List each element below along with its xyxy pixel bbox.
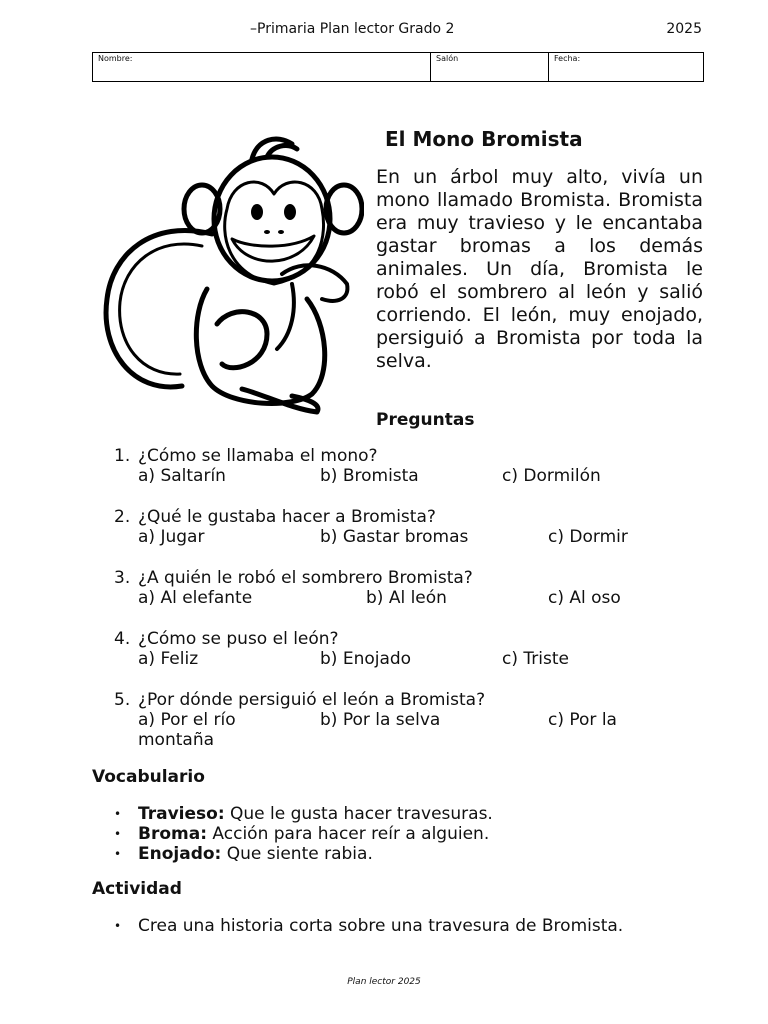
question-text: ¿Cómo se llamaba el mono? — [138, 446, 378, 466]
question-text: ¿Por dónde persiguió el león a Bromista? — [138, 690, 486, 710]
question-item — [114, 507, 674, 547]
option-b[interactable]: b) Por la selva — [320, 710, 441, 730]
monkey-illustration — [92, 124, 364, 420]
question-number: 2. — [114, 507, 131, 527]
option-b[interactable]: b) Enojado — [320, 649, 412, 669]
option-a[interactable]: a) Jugar — [138, 527, 205, 547]
student-info-table — [92, 52, 704, 82]
vocabulary-item — [114, 844, 674, 864]
option-b[interactable]: b) Al león — [366, 588, 447, 608]
option-c[interactable]: c) Por la — [548, 710, 617, 730]
header-year: 2025 — [666, 21, 702, 37]
vocabulary-item — [114, 804, 674, 824]
vocabulary-term: Travieso: — [138, 804, 225, 824]
question-number: 1. — [114, 446, 131, 466]
questions-heading: Preguntas — [376, 410, 475, 430]
name-field[interactable]: Nombre: — [93, 53, 431, 81]
vocabulary-item — [114, 824, 674, 844]
question-text: ¿Qué le gustaba hacer a Bromista? — [138, 507, 436, 527]
activity-item: • Crea una historia corta sobre una travesura de Bromista. — [114, 916, 674, 936]
question-text: ¿Cómo se puso el león? — [138, 629, 339, 649]
question-number: 5. — [114, 690, 131, 710]
question-item — [114, 568, 674, 608]
question-text: ¿A quién le robó el sombrero Bromista? — [138, 568, 473, 588]
vocabulary-definition: Que siente rabia. — [221, 844, 373, 864]
vocabulary-list — [114, 804, 674, 864]
option-b[interactable]: b) Gastar bromas — [320, 527, 469, 547]
option-c[interactable]: c) Dormilón — [502, 466, 601, 486]
option-a[interactable]: a) Por el río — [138, 710, 236, 730]
story-text: En un árbol muy alto, vivía un mono llamado Bromista. Bromista era muy travieso y le encantaba gastar bromas a los demás animales. Un día, Bromista le robó el sombrero al león y salió corriendo. El león, muy enojado, persiguió a Bromista por toda la selva. — [376, 166, 703, 372]
vocabulary-definition: Que le gusta hacer travesuras. — [224, 804, 493, 824]
option-c[interactable]: c) Triste — [502, 649, 569, 669]
page-footer: Plan lector 2025 — [347, 977, 421, 987]
activity-list — [114, 916, 674, 936]
question-number: 3. — [114, 568, 131, 588]
option-b[interactable]: b) Bromista — [320, 466, 419, 486]
activity-heading: Actividad — [92, 879, 182, 899]
option-a[interactable]: a) Al elefante — [138, 588, 253, 608]
story-title: El Mono Bromista — [385, 127, 583, 151]
option-c[interactable]: c) Dormir — [548, 527, 628, 547]
vocabulary-definition: Acción para hacer reír a alguien. — [207, 824, 490, 844]
option-c[interactable]: c) Al oso — [548, 588, 621, 608]
vocabulary-term: Broma: — [138, 824, 208, 844]
question-number: 4. — [114, 629, 131, 649]
question-item — [114, 629, 674, 669]
vocabulary-heading: Vocabulario — [92, 767, 205, 787]
question-item — [114, 446, 674, 486]
date-field[interactable]: Fecha: — [554, 54, 581, 63]
option-a[interactable]: a) Feliz — [138, 649, 199, 669]
header-title: –Primaria Plan lector Grado 2 — [250, 21, 455, 37]
option-a[interactable]: a) Saltarín — [138, 466, 226, 486]
question-item — [114, 690, 674, 750]
questions-list — [114, 446, 674, 771]
vocabulary-term: Enojado: — [138, 844, 222, 864]
option-c-continuation: montaña — [138, 730, 215, 750]
classroom-field[interactable]: Salón — [431, 53, 549, 81]
